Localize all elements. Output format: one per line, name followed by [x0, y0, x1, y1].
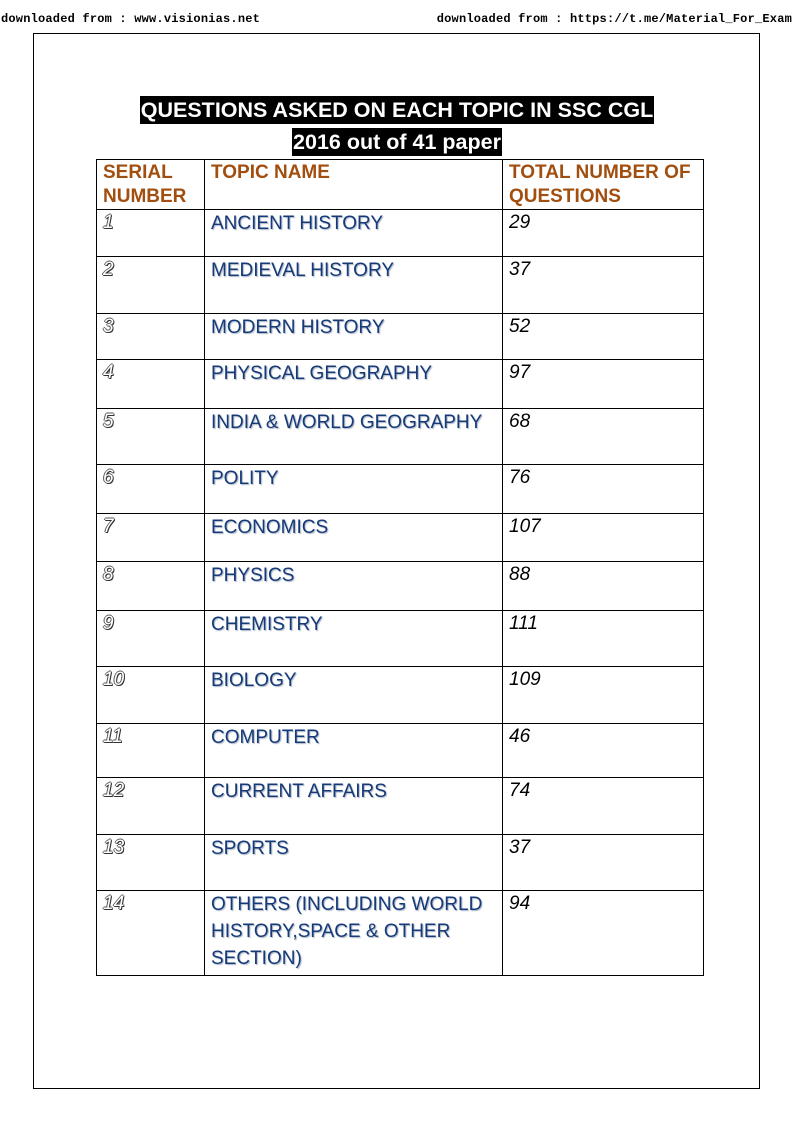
table-header-row	[97, 160, 704, 210]
topics-table	[96, 159, 704, 976]
serial-cell: 8	[97, 562, 205, 611]
page-title-line-2: 2016 out of 41 paper	[293, 130, 501, 154]
page-title-line-1: QUESTIONS ASKED ON EACH TOPIC IN SSC CGL	[140, 98, 654, 122]
topic-cell: BIOLOGY	[205, 667, 503, 724]
total-cell: 74	[503, 778, 704, 835]
total-cell: 52	[503, 314, 704, 360]
topic-cell: ANCIENT HISTORY	[205, 210, 503, 257]
total-cell: 76	[503, 465, 704, 514]
header-total-questions: TOTAL NUMBER OF QUESTIONS	[503, 160, 704, 210]
serial-cell: 1	[97, 210, 205, 257]
topic-cell: PHYSICS	[205, 562, 503, 611]
table-row	[97, 210, 704, 257]
serial-cell: 10	[97, 667, 205, 724]
topic-cell: CURRENT AFFAIRS	[205, 778, 503, 835]
serial-cell: 5	[97, 409, 205, 465]
topic-cell: CHEMISTRY	[205, 611, 503, 667]
total-cell: 68	[503, 409, 704, 465]
serial-cell: 6	[97, 465, 205, 514]
table-row	[97, 465, 704, 514]
topic-cell: INDIA & WORLD GEOGRAPHY	[205, 409, 503, 465]
title-row-2	[0, 128, 794, 156]
serial-cell: 3	[97, 314, 205, 360]
table-row	[97, 314, 704, 360]
topic-cell: OTHERS (INCLUDING WORLD HISTORY,SPACE & OTHER SECTION)	[205, 891, 503, 976]
table-row	[97, 409, 704, 465]
table-row	[97, 891, 704, 976]
serial-cell: 11	[97, 724, 205, 778]
serial-cell: 2	[97, 257, 205, 314]
header-topic-name: TOPIC NAME	[205, 160, 503, 210]
table-row	[97, 724, 704, 778]
serial-cell: 4	[97, 360, 205, 409]
total-cell: 88	[503, 562, 704, 611]
total-cell: 37	[503, 835, 704, 891]
total-cell: 97	[503, 360, 704, 409]
topic-cell: ECONOMICS	[205, 514, 503, 562]
table-row	[97, 611, 704, 667]
topic-cell: PHYSICAL GEOGRAPHY	[205, 360, 503, 409]
total-cell: 109	[503, 667, 704, 724]
total-cell: 37	[503, 257, 704, 314]
topic-cell: MODERN HISTORY	[205, 314, 503, 360]
total-cell: 111	[503, 611, 704, 667]
topic-cell: POLITY	[205, 465, 503, 514]
total-cell: 29	[503, 210, 704, 257]
table-row	[97, 778, 704, 835]
total-cell: 46	[503, 724, 704, 778]
serial-cell: 14	[97, 891, 205, 976]
topic-cell: MEDIEVAL HISTORY	[205, 257, 503, 314]
serial-cell: 12	[97, 778, 205, 835]
table-row	[97, 667, 704, 724]
header-serial-number: SERIAL NUMBER	[97, 160, 205, 210]
serial-cell: 9	[97, 611, 205, 667]
table-row	[97, 257, 704, 314]
total-cell: 107	[503, 514, 704, 562]
serial-cell: 7	[97, 514, 205, 562]
watermark-left: downloaded from : www.visionias.net	[1, 12, 261, 26]
title-row-1	[0, 96, 794, 124]
total-cell: 94	[503, 891, 704, 976]
topic-cell: SPORTS	[205, 835, 503, 891]
table-row	[97, 360, 704, 409]
table-row	[97, 835, 704, 891]
topic-cell: COMPUTER	[205, 724, 503, 778]
table-row	[97, 562, 704, 611]
serial-cell: 13	[97, 835, 205, 891]
watermark-right: downloaded from : https://t.me/Material_For_Exam	[436, 12, 792, 26]
table-row	[97, 514, 704, 562]
